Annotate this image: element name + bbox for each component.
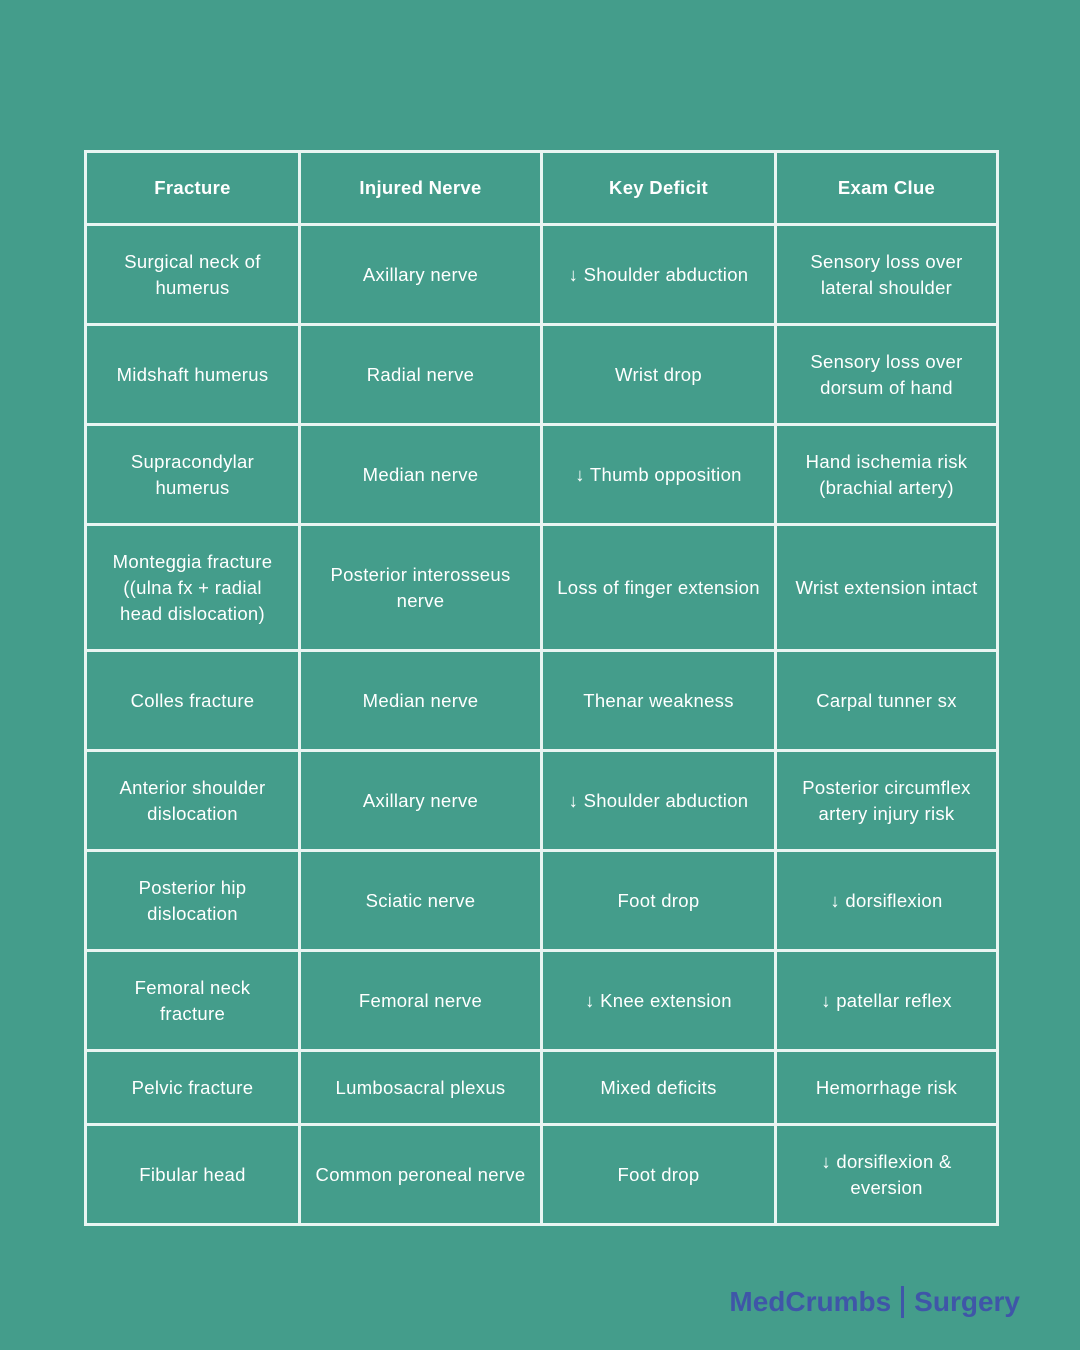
cell-clue: Hemorrhage risk [776,1051,998,1125]
table-row [86,951,998,1051]
cell-fracture: Pelvic fracture [86,1051,300,1125]
cell-fracture: Surgical neck of humerus [86,225,300,325]
brand-name: MedCrumbs [729,1286,892,1317]
table-row [86,751,998,851]
cell-nerve: Sciatic nerve [300,851,542,951]
table-row [86,225,998,325]
brand-logo [729,1282,1020,1322]
cell-nerve: Median nerve [300,425,542,525]
cell-nerve: Median nerve [300,651,542,751]
header-exam-clue: Exam Clue [776,152,998,225]
cell-deficit: Foot drop [542,1125,776,1225]
header-fracture: Fracture [86,152,300,225]
cell-deficit: ↓ Shoulder abduction [542,751,776,851]
brand-section: Surgery [914,1286,1020,1317]
cell-nerve: Lumbosacral plexus [300,1051,542,1125]
cell-fracture: Posterior hip dislocation [86,851,300,951]
cell-nerve: Common peroneal nerve [300,1125,542,1225]
cell-fracture: Femoral neck fracture [86,951,300,1051]
cell-clue: ↓ dorsiflexion [776,851,998,951]
cell-fracture: Supracondylar humerus [86,425,300,525]
cell-clue: Wrist extension intact [776,525,998,651]
table-row [86,651,998,751]
cell-nerve: Axillary nerve [300,225,542,325]
cell-deficit: Wrist drop [542,325,776,425]
cell-deficit: Loss of finger extension [542,525,776,651]
cell-nerve: Axillary nerve [300,751,542,851]
table-row [86,425,998,525]
cell-deficit: Thenar weakness [542,651,776,751]
table-row [86,325,998,425]
cell-clue: ↓ patellar reflex [776,951,998,1051]
cell-deficit: Mixed deficits [542,1051,776,1125]
table-row [86,525,998,651]
cell-fracture: Fibular head [86,1125,300,1225]
cell-nerve: Femoral nerve [300,951,542,1051]
header-injured-nerve: Injured Nerve [300,152,542,225]
cell-nerve: Posterior interosseus nerve [300,525,542,651]
cell-fracture: Monteggia fracture ((ulna fx + radial head dislocation) [86,525,300,651]
cell-fracture: Midshaft humerus [86,325,300,425]
table-row [86,1125,998,1225]
cell-deficit: ↓ Knee extension [542,951,776,1051]
cell-fracture: Colles fracture [86,651,300,751]
table-row [86,1051,998,1125]
header-key-deficit: Key Deficit [542,152,776,225]
table-row [86,851,998,951]
cell-deficit: ↓ Thumb opposition [542,425,776,525]
nerve-injury-table [84,150,999,1226]
cell-nerve: Radial nerve [300,325,542,425]
header-row [86,152,998,225]
cell-clue: Sensory loss over dorsum of hand [776,325,998,425]
cell-clue: Posterior circumflex artery injury risk [776,751,998,851]
cell-clue: ↓ dorsiflexion & eversion [776,1125,998,1225]
brand-divider [901,1286,904,1318]
cell-clue: Sensory loss over lateral shoulder [776,225,998,325]
cell-clue: Carpal tunner sx [776,651,998,751]
cell-clue: Hand ischemia risk (brachial artery) [776,425,998,525]
cell-fracture: Anterior shoulder dislocation [86,751,300,851]
cell-deficit: Foot drop [542,851,776,951]
cell-deficit: ↓ Shoulder abduction [542,225,776,325]
